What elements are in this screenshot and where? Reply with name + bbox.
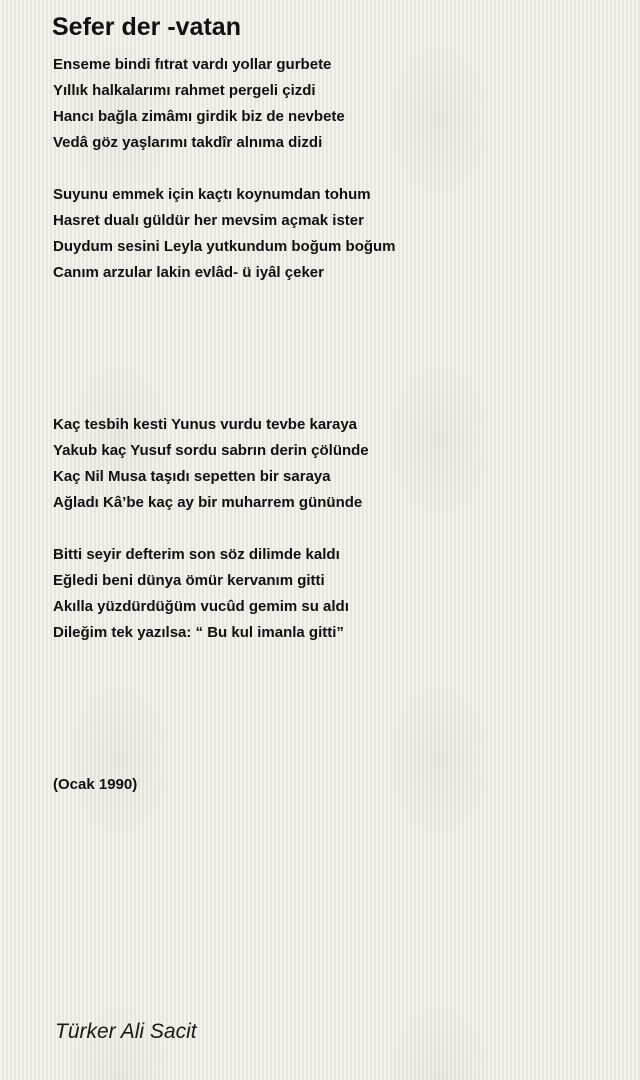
stanza-3 bbox=[53, 412, 369, 516]
poem-author: Türker Ali Sacit bbox=[55, 1020, 197, 1043]
poem-line: Ağladı Kâ’be kaç ay bir muharrem gününde bbox=[53, 494, 363, 511]
poem-line: Dileğim tek yazılsa: “ Bu kul imanla gitti” bbox=[53, 624, 344, 641]
poem-line: Canım arzular lakin evlâd- ü iyâl çeker bbox=[53, 264, 324, 281]
poem-line: Eğledi beni dünya ömür kervanım gitti bbox=[53, 572, 325, 589]
poem-line: Hasret dualı güldür her mevsim açmak ister bbox=[53, 212, 364, 229]
poem-title: Sefer der -vatan bbox=[52, 13, 241, 41]
poem-line: Yıllık halkalarımı rahmet pergeli çizdi bbox=[53, 82, 316, 99]
stanza-4 bbox=[53, 542, 349, 646]
poem-line: Duydum sesini Leyla yutkundum boğum boğum bbox=[53, 238, 396, 255]
poem-line: Vedâ göz yaşlarımı takdîr alnıma dizdi bbox=[53, 134, 323, 151]
poem-line: Yakub kaç Yusuf sordu sabrın derin çölünde bbox=[53, 442, 369, 459]
stanza-2 bbox=[53, 182, 396, 286]
poem-line: Enseme bindi fıtrat vardı yollar gurbete bbox=[53, 56, 332, 73]
stanza-1 bbox=[53, 52, 345, 156]
poem-line: Kaç Nil Musa taşıdı sepetten bir saraya bbox=[53, 468, 331, 485]
poem-line: Kaç tesbih kesti Yunus vurdu tevbe karaya bbox=[53, 416, 358, 433]
poem-line: Hancı bağla zimâmı girdik biz de nevbete bbox=[53, 108, 345, 125]
poem-line: Akılla yüzdürdüğüm vucûd gemim su aldı bbox=[53, 598, 349, 615]
poem-line: Bitti seyir defterim son söz dilimde kaldı bbox=[53, 546, 340, 563]
poem-line: Suyunu emmek için kaçtı koynumdan tohum bbox=[53, 186, 371, 203]
poem-date: (Ocak 1990) bbox=[53, 776, 138, 793]
